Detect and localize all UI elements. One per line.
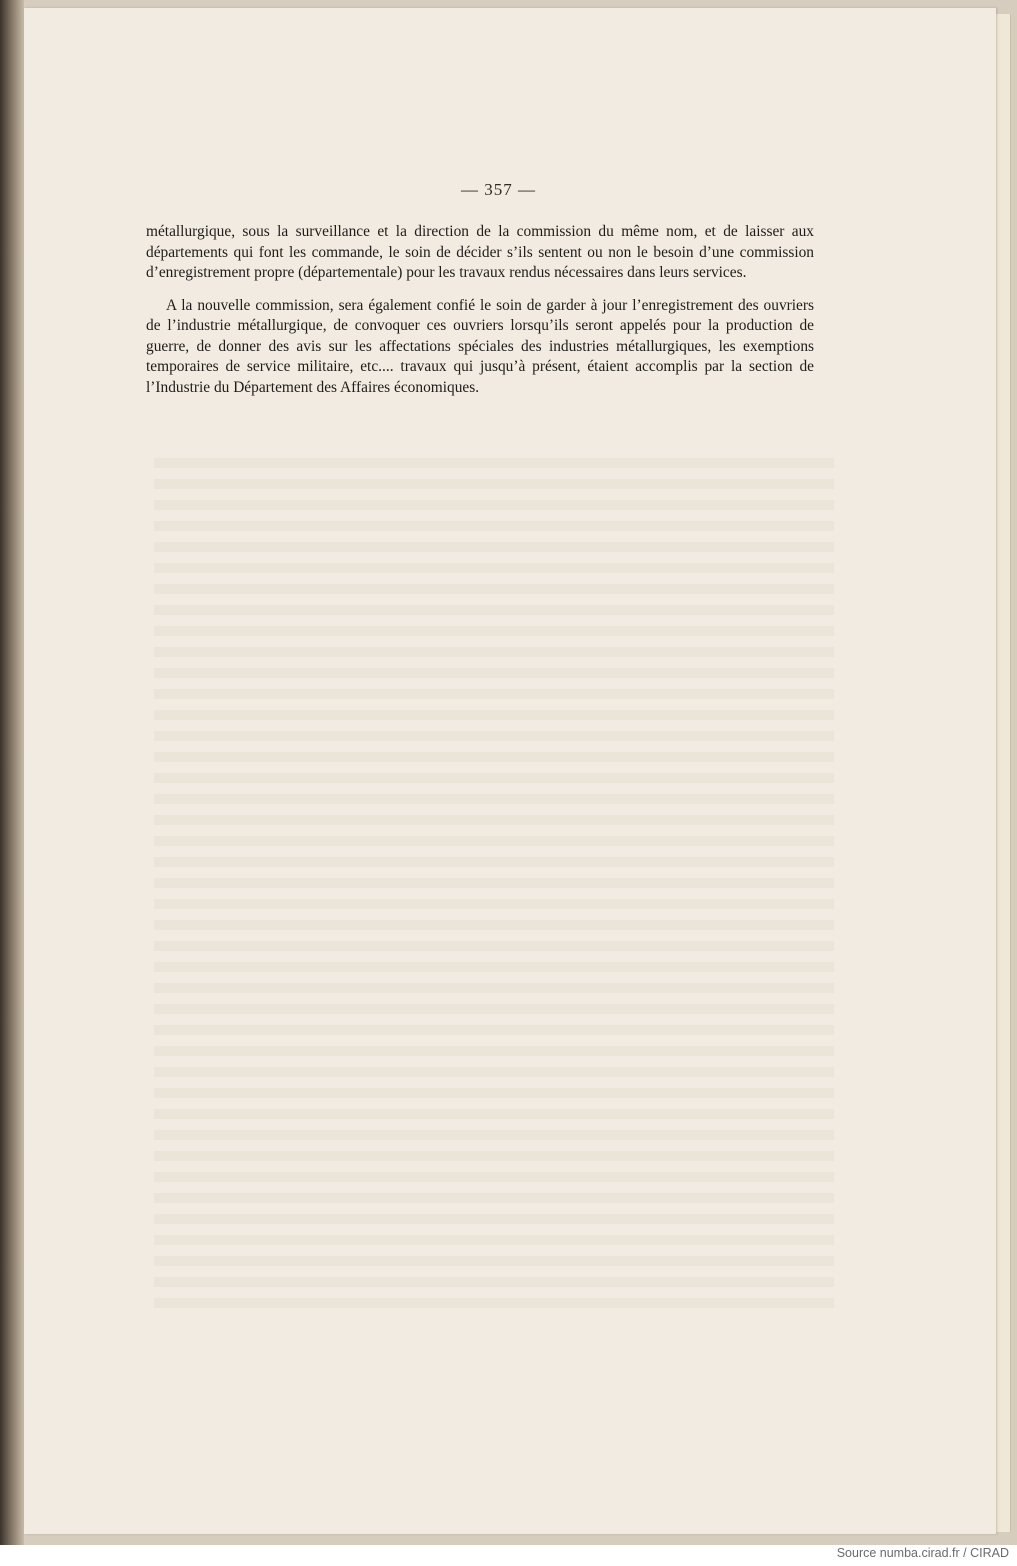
document-page xyxy=(24,8,996,1534)
show-through-texture xyxy=(154,458,834,1318)
paragraph-2: A la nouvelle commission, sera également confié le soin de garder à jour l’enregistrement des ouvriers de l’industrie métallurgique, de convoquer ces ouvriers lorsqu’ils seront appelés pour la production de guerre, de donner des avis sur les affectations spéciales des industries métallurgiques, les exemptions temporaires de service militaire, etc.... travaux qui jusqu’à présent, étaient accomplis par la section de l’Industrie du Département des Affaires économiques. xyxy=(146,296,814,396)
page-number: — 357 — xyxy=(461,180,536,199)
source-credit: Source numba.cirad.fr / CIRAD xyxy=(836,1546,1009,1560)
paragraph-1: métallurgique, sous la surveillance et la direction de la commission du même nom, et de laisser aux départements qui font les commande, le soin de décider s’ils sentent ou non le besoin d’une commission d’enregistrement propre (départementale) pour les travaux rendus nécessaires dans leurs services. xyxy=(146,223,814,281)
book-spine xyxy=(0,0,24,1545)
body-text xyxy=(146,222,814,398)
